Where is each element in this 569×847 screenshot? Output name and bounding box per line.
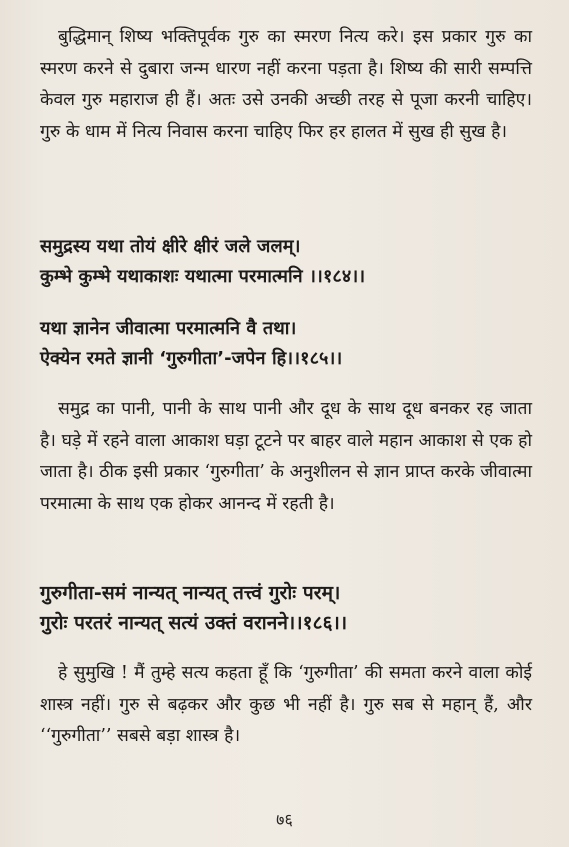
verse-186-line-2: गुरोः परतरं नान्यत् सत्यं उक्तं वरानने।।१८६।। bbox=[40, 612, 348, 634]
verse-184-line-1: समुद्रस्य यथा तोयं क्षीरे क्षीरं जले जलम्। bbox=[40, 236, 301, 257]
paragraph-text: हे सुमुखि ! मैं तुम्हे सत्य कहता हूँ कि ‘गुरुगीता’ की समता करने वाला कोई शास्त्र नहीं। गुरु से बढ़कर और कुछ भी नहीं है। गुरु सब से महान् हैं, और ‘‘गुरुगीता’’ सबसे बड़ा शास्त्र है। bbox=[40, 663, 532, 746]
verse-184-line-2: कुम्भे कुम्भे यथाकाशः यथात्मा परमात्मनि ।।१८४।। bbox=[40, 266, 366, 287]
verse-186 bbox=[40, 578, 540, 638]
verse-185 bbox=[40, 314, 540, 374]
verse-186-line-1: गुरुगीता-समं नान्यत् नान्यत् तत्त्वं गुरोः परम्। bbox=[40, 582, 341, 604]
paragraph-text: बुद्धिमान् शिष्य भक्तिपूर्वक गुरु का स्मरण नित्य करे। इस प्रकार गुरु का स्मरण करने से दुबारा जन्म धारण नहीं करना पड़ता है। शिष्य की सारी सम्पत्ति केवल गुरु महाराज ही हैं। अतः उसे उनकी अच्छी तरह से पूजा करनी चाहिए। गुरु के धाम में नित्य निवास करना चाहिए फिर हर हालत में सुख ही सुख है। bbox=[40, 27, 532, 142]
paragraph-3 bbox=[40, 658, 532, 753]
paragraph-1 bbox=[40, 22, 532, 148]
verse-184 bbox=[40, 232, 540, 292]
paragraph-2 bbox=[40, 394, 532, 520]
paragraph-text: समुद्र का पानी, पानी के साथ पानी और दूध के साथ दूध बनकर रह जाता है। घड़े में रहने वाला आकाश घड़ा टूटने पर बाहर वाले महान आकाश से एक हो जाता है। ठीक इसी प्रकार ‘गुरुगीता’ के अनुशीलन से ज्ञान प्राप्त करके जीवात्मा परमात्मा के साथ एक होकर आनन्द में रहती है। bbox=[40, 399, 532, 514]
page-number: ७६ bbox=[276, 810, 293, 829]
verse-185-line-2: ऐक्येन रमते ज्ञानी ‘गुरुगीता’-जपेन हि।।१८५।। bbox=[40, 348, 343, 369]
verse-185-line-1: यथा ज्ञानेन जीवात्मा परमात्मनि वै तथा। bbox=[40, 318, 297, 339]
